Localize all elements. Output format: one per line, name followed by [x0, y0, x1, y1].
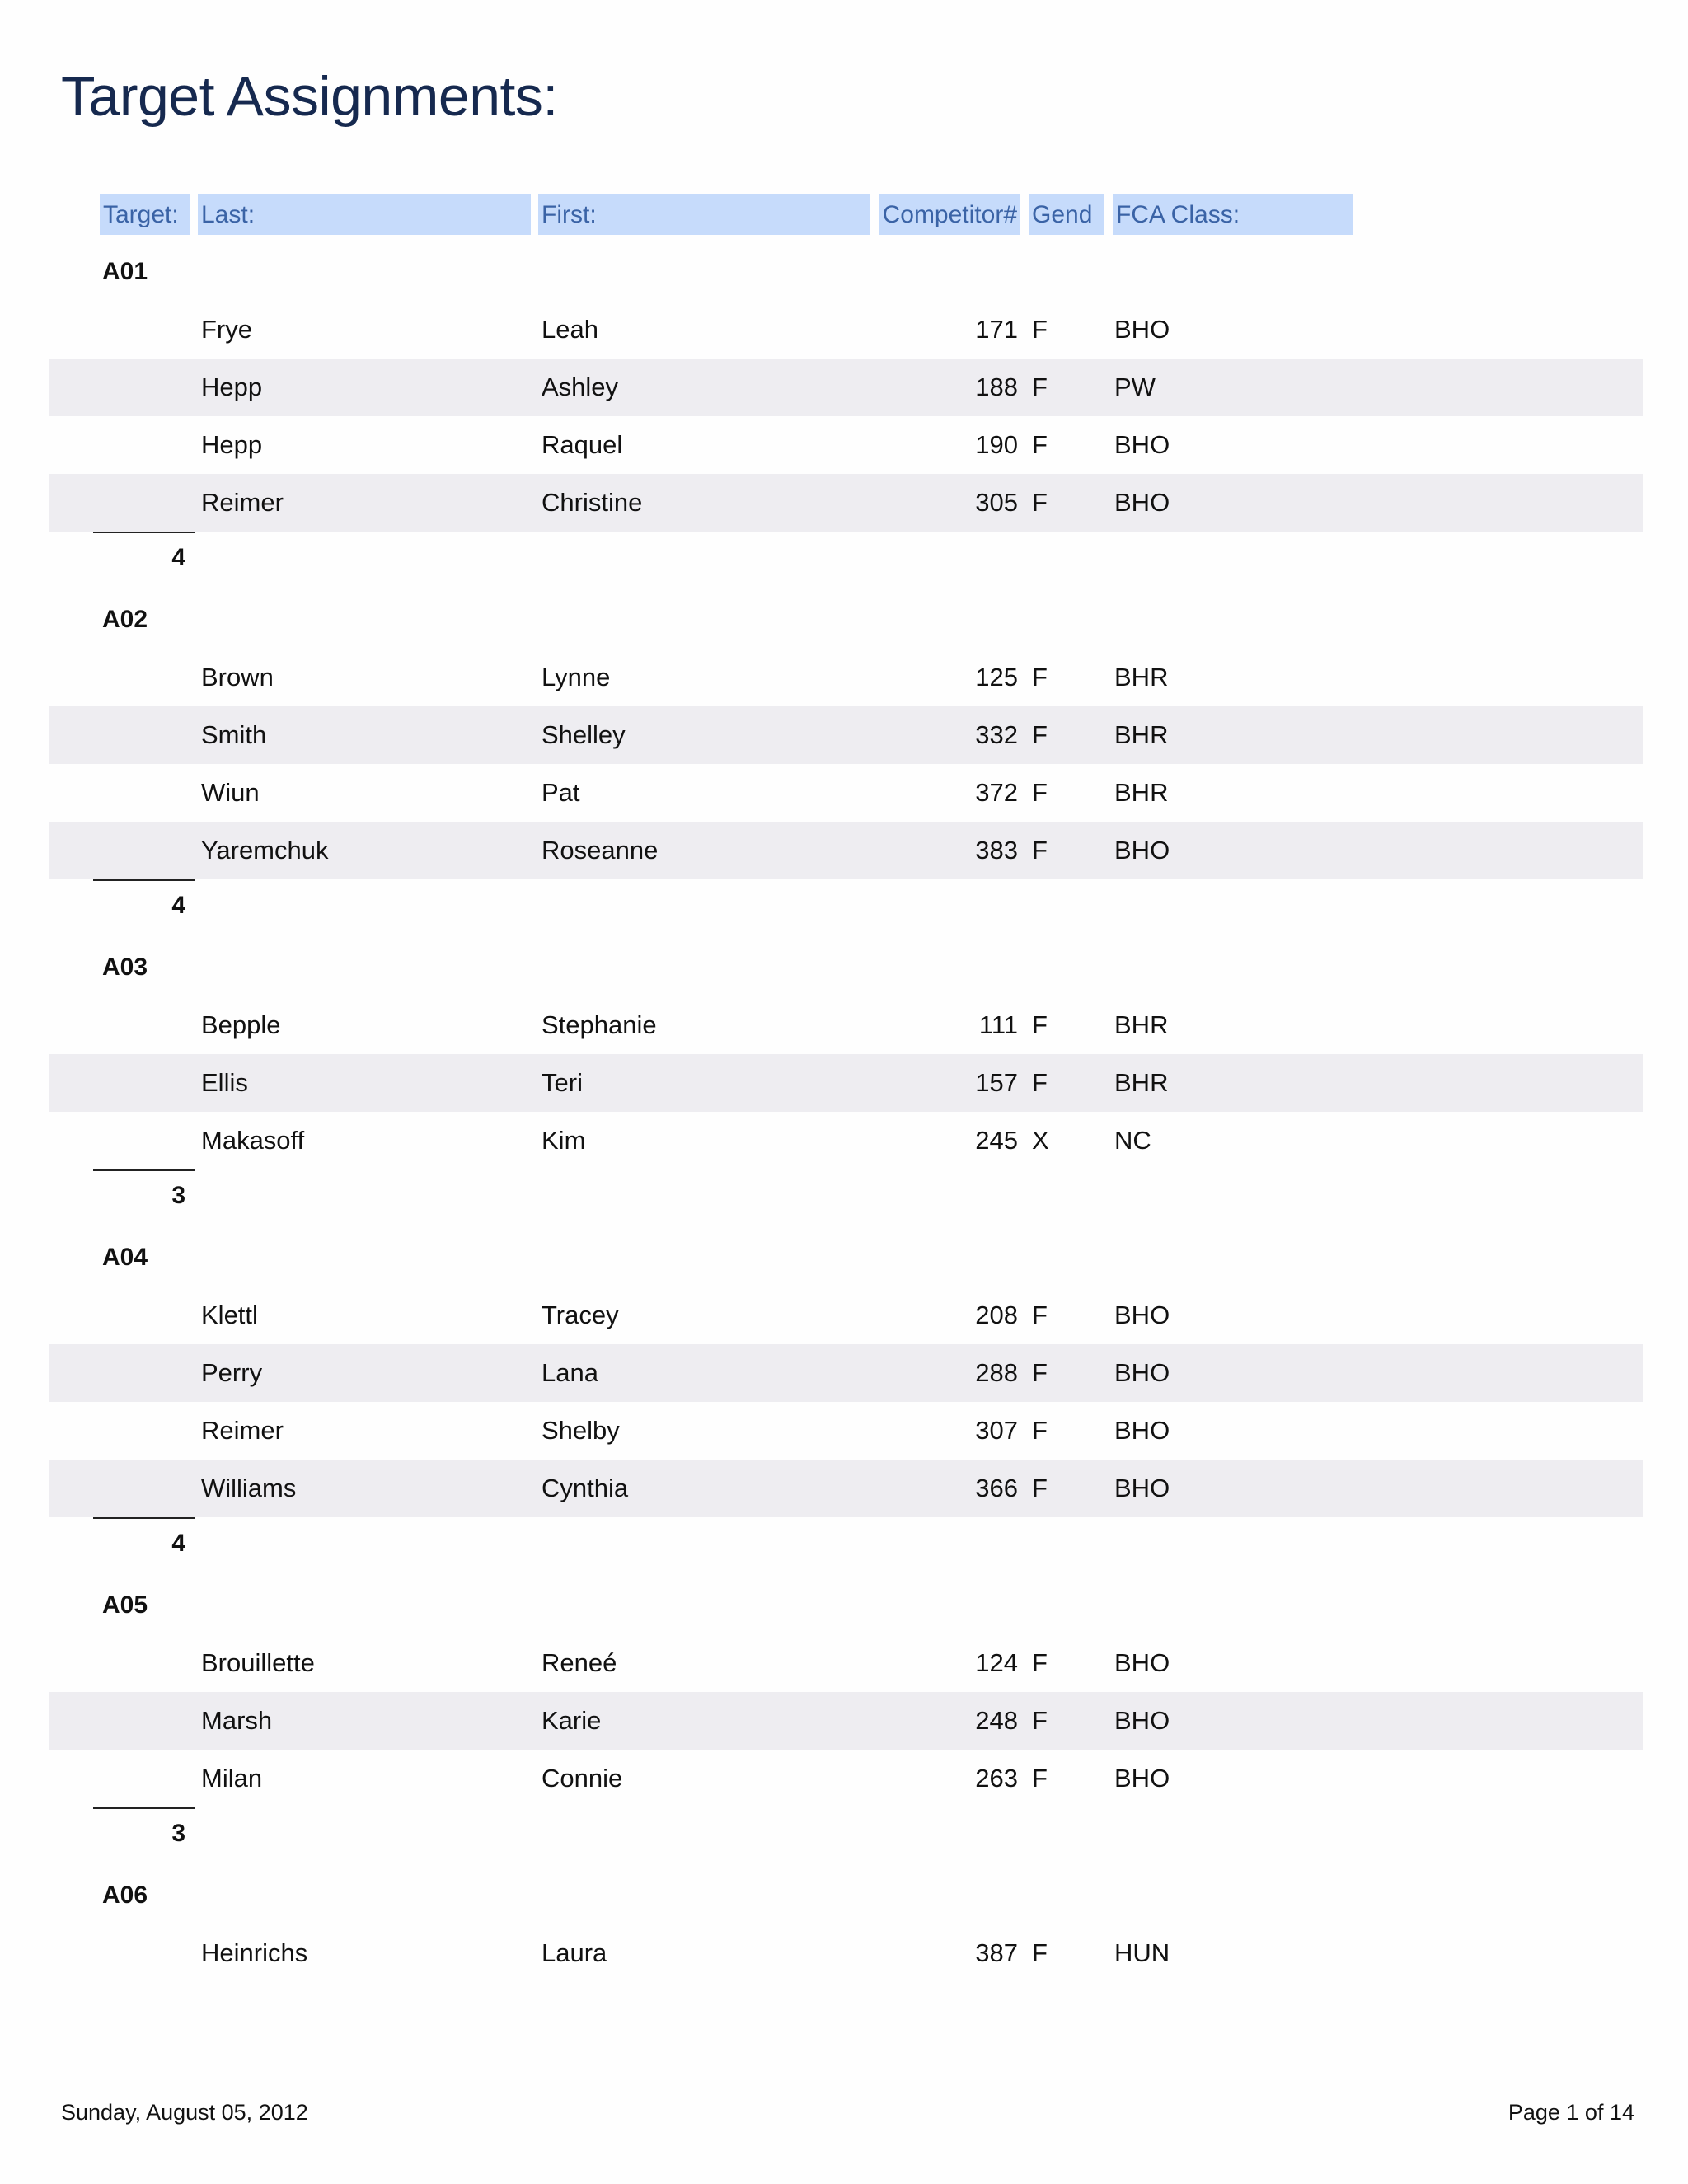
- target-group-label: A02: [102, 606, 148, 633]
- gender-cell: F: [1032, 488, 1048, 517]
- fca-class-cell: BHO: [1114, 1416, 1170, 1445]
- first-name-cell: Kim: [542, 1126, 586, 1155]
- group-count: 3: [171, 1820, 185, 1847]
- competitor-number-cell: 305: [975, 488, 1018, 517]
- last-name-cell: Heinrichs: [201, 1938, 308, 1967]
- fca-class-cell: BHO: [1114, 488, 1170, 517]
- gender-cell: F: [1032, 1358, 1048, 1387]
- last-name-cell: Reimer: [201, 1416, 284, 1445]
- gender-cell: F: [1032, 1474, 1048, 1502]
- last-name-cell: Brouillette: [201, 1648, 315, 1677]
- header-fca-class: FCA Class:: [1113, 194, 1353, 235]
- fca-class-cell: BHO: [1114, 1358, 1170, 1387]
- table-row: [49, 706, 1643, 764]
- competitor-number-cell: 387: [975, 1938, 1018, 1967]
- header-target: Target:: [100, 194, 190, 235]
- first-name-cell: Connie: [542, 1764, 623, 1793]
- first-name-cell: Shelley: [542, 720, 626, 749]
- last-name-cell: Bepple: [201, 1010, 281, 1039]
- last-name-cell: Yaremchuk: [201, 836, 329, 865]
- last-name-cell: Ellis: [201, 1068, 248, 1097]
- group-count: 3: [171, 1182, 185, 1209]
- competitor-number-cell: 288: [975, 1358, 1018, 1387]
- target-group-label: A03: [102, 954, 148, 981]
- fca-class-cell: NC: [1114, 1126, 1151, 1155]
- table-row: [49, 1460, 1643, 1517]
- footer-date: Sunday, August 05, 2012: [61, 2100, 308, 2125]
- first-name-cell: Teri: [542, 1068, 583, 1097]
- table-row: [49, 649, 1643, 706]
- gender-cell: F: [1032, 1764, 1048, 1793]
- last-name-cell: Williams: [201, 1474, 297, 1502]
- gender-cell: F: [1032, 836, 1048, 865]
- target-group-label: A04: [102, 1244, 148, 1271]
- gender-cell: F: [1032, 1010, 1048, 1039]
- group-count: 4: [171, 1530, 185, 1557]
- table-row: [49, 1344, 1643, 1402]
- gender-cell: F: [1032, 430, 1048, 459]
- last-name-cell: Smith: [201, 720, 267, 749]
- table-row: [49, 1634, 1643, 1692]
- gender-cell: F: [1032, 1706, 1048, 1735]
- first-name-cell: Lana: [542, 1358, 598, 1387]
- footer-page-number: Page 1 of 14: [1507, 2100, 1634, 2125]
- last-name-cell: Reimer: [201, 488, 284, 517]
- first-name-cell: Lynne: [542, 663, 611, 691]
- fca-class-cell: BHO: [1114, 430, 1170, 459]
- competitor-number-cell: 307: [975, 1416, 1018, 1445]
- first-name-cell: Christine: [542, 488, 643, 517]
- table-row: [49, 416, 1643, 474]
- last-name-cell: Hepp: [201, 373, 263, 401]
- last-name-cell: Klettl: [201, 1301, 258, 1329]
- target-group-label: A06: [102, 1882, 148, 1909]
- first-name-cell: Leah: [542, 315, 598, 344]
- table-row: [49, 996, 1643, 1054]
- last-name-cell: Hepp: [201, 430, 263, 459]
- page-title: Target Assignments:: [61, 65, 558, 128]
- competitor-number-cell: 188: [975, 373, 1018, 401]
- competitor-number-cell: 157: [975, 1068, 1018, 1097]
- last-name-cell: Brown: [201, 663, 274, 691]
- header-last: Last:: [198, 194, 531, 235]
- group-divider: [93, 1807, 195, 1809]
- target-group-label: A05: [102, 1591, 148, 1619]
- first-name-cell: Raquel: [542, 430, 623, 459]
- gender-cell: F: [1032, 1938, 1048, 1967]
- table-row: [49, 474, 1643, 532]
- fca-class-cell: PW: [1114, 373, 1156, 401]
- competitor-number-cell: 263: [975, 1764, 1018, 1793]
- last-name-cell: Wiun: [201, 778, 260, 807]
- competitor-number-cell: 248: [975, 1706, 1018, 1735]
- fca-class-cell: BHO: [1114, 1474, 1170, 1502]
- gender-cell: F: [1032, 1301, 1048, 1329]
- competitor-number-cell: 372: [975, 778, 1018, 807]
- gender-cell: F: [1032, 315, 1048, 344]
- competitor-number-cell: 171: [975, 315, 1018, 344]
- fca-class-cell: BHO: [1114, 1706, 1170, 1735]
- first-name-cell: Roseanne: [542, 836, 659, 865]
- competitor-number-cell: 124: [975, 1648, 1018, 1677]
- competitor-number-cell: 332: [975, 720, 1018, 749]
- group-divider: [93, 532, 195, 533]
- table-row: [49, 1286, 1643, 1344]
- fca-class-cell: BHR: [1114, 778, 1169, 807]
- gender-cell: F: [1032, 720, 1048, 749]
- group-count: 4: [171, 544, 185, 571]
- header-gender: Gend: [1029, 194, 1104, 235]
- table-row: [49, 1750, 1643, 1807]
- gender-cell: F: [1032, 778, 1048, 807]
- first-name-cell: Cynthia: [542, 1474, 629, 1502]
- gender-cell: F: [1032, 1648, 1048, 1677]
- first-name-cell: Laura: [542, 1938, 607, 1967]
- table-row: [49, 1112, 1643, 1169]
- group-divider: [93, 879, 195, 881]
- competitor-number-cell: 366: [975, 1474, 1018, 1502]
- competitor-number-cell: 125: [975, 663, 1018, 691]
- first-name-cell: Tracey: [542, 1301, 619, 1329]
- fca-class-cell: BHO: [1114, 836, 1170, 865]
- fca-class-cell: HUN: [1114, 1938, 1170, 1967]
- last-name-cell: Milan: [201, 1764, 263, 1793]
- first-name-cell: Pat: [542, 778, 580, 807]
- table-row: [49, 822, 1643, 879]
- competitor-number-cell: 208: [975, 1301, 1018, 1329]
- table-row: [49, 301, 1643, 359]
- competitor-number-cell: 245: [975, 1126, 1018, 1155]
- table-row: [49, 1054, 1643, 1112]
- table-row: [49, 359, 1643, 416]
- fca-class-cell: BHO: [1114, 1648, 1170, 1677]
- table-row: [49, 764, 1643, 822]
- fca-class-cell: BHO: [1114, 315, 1170, 344]
- fca-class-cell: BHO: [1114, 1764, 1170, 1793]
- first-name-cell: Stephanie: [542, 1010, 657, 1039]
- group-divider: [93, 1517, 195, 1519]
- competitor-number-cell: 111: [978, 1010, 1018, 1039]
- competitor-number-cell: 383: [975, 836, 1018, 865]
- gender-cell: F: [1032, 663, 1048, 691]
- header-first: First:: [538, 194, 870, 235]
- competitor-number-cell: 190: [975, 430, 1018, 459]
- table-row: [49, 1692, 1643, 1750]
- table-row: [49, 1924, 1643, 1982]
- group-count: 4: [171, 892, 185, 919]
- target-group-label: A01: [102, 258, 148, 285]
- last-name-cell: Marsh: [201, 1706, 273, 1735]
- fca-class-cell: BHO: [1114, 1301, 1170, 1329]
- fca-class-cell: BHR: [1114, 663, 1169, 691]
- first-name-cell: Karie: [542, 1706, 602, 1735]
- first-name-cell: Shelby: [542, 1416, 620, 1445]
- last-name-cell: Makasoff: [201, 1126, 305, 1155]
- gender-cell: X: [1032, 1126, 1049, 1155]
- fca-class-cell: BHR: [1114, 1010, 1169, 1039]
- last-name-cell: Perry: [201, 1358, 263, 1387]
- gender-cell: F: [1032, 1068, 1048, 1097]
- group-divider: [93, 1169, 195, 1171]
- gender-cell: F: [1032, 373, 1048, 401]
- table-row: [49, 1402, 1643, 1460]
- header-competitor: Competitor#: [879, 194, 1020, 235]
- gender-cell: F: [1032, 1416, 1048, 1445]
- first-name-cell: Reneé: [542, 1648, 617, 1677]
- fca-class-cell: BHR: [1114, 1068, 1169, 1097]
- fca-class-cell: BHR: [1114, 720, 1169, 749]
- last-name-cell: Frye: [201, 315, 252, 344]
- first-name-cell: Ashley: [542, 373, 619, 401]
